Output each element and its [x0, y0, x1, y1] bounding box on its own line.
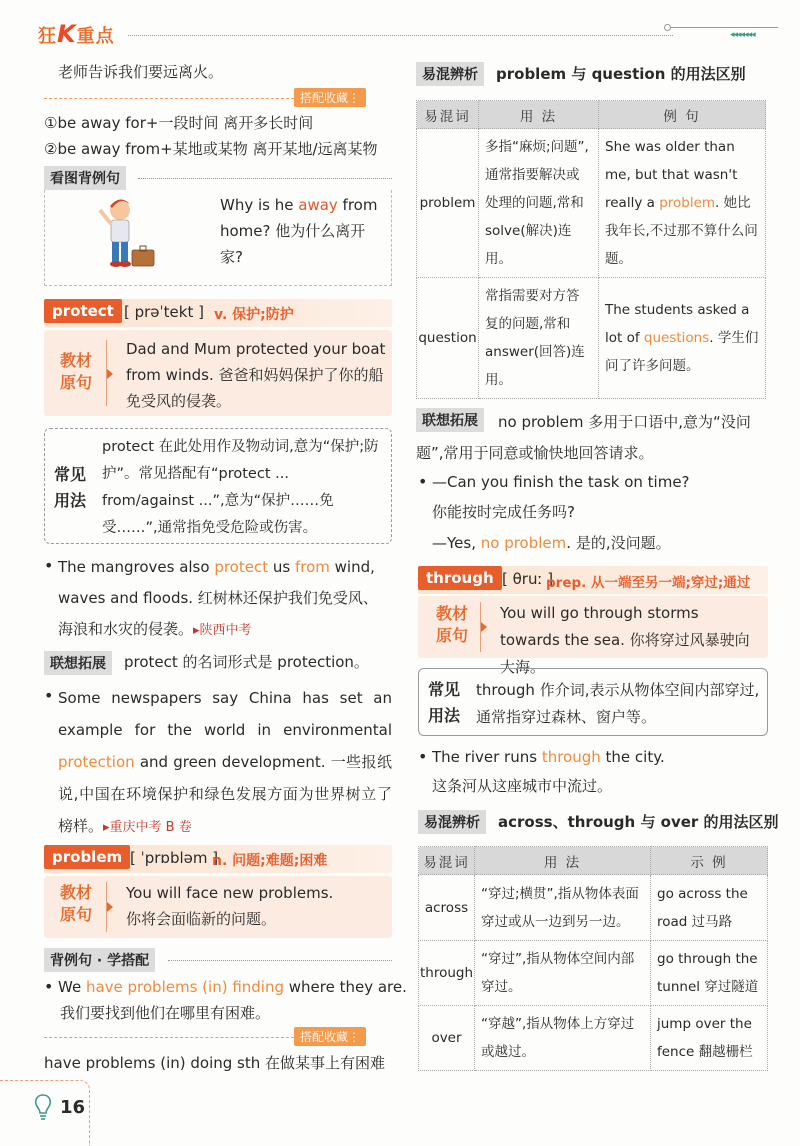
collect-tag: 搭配收藏⋮ — [294, 88, 366, 107]
problem-word: problem — [44, 845, 130, 869]
t1-word: question — [417, 278, 479, 399]
protect-pos: v. 保护;防护 — [214, 307, 294, 323]
yh1-title: problem 与 question 的用法区别 — [496, 65, 746, 83]
t2-header-example: 示 例 — [651, 847, 768, 875]
protect-lx-text: protect 的名词形式是 protection。 — [124, 653, 369, 671]
through-word: through — [418, 566, 502, 590]
pic-sentence: Why is he away from home? 他为什么离开家? — [220, 196, 378, 266]
t1-usage: 常指需要对方答复的问题,常和 answer(回答)连用。 — [479, 278, 599, 399]
problem-jiaocai-label: 教材原句 — [60, 883, 93, 924]
problem-bei-label: 背例句 · 学搭配 — [44, 948, 155, 972]
pic-label: 看图背例句 — [44, 166, 126, 190]
problem-sentence-cn: 你将会面临新的问题。 — [126, 910, 277, 928]
no-problem-ex-q-cn: 你能按时完成任务吗? — [432, 503, 575, 521]
phrase-1: ①be away for+一段时间 离开多长时间 — [44, 114, 314, 132]
phrase-2: ②be away from+某地或某物 离开某地/远离某物 — [44, 140, 378, 158]
through-sentence: You will go through storms towards the sea. 你将穿过风暴驶向大海。 — [500, 604, 750, 676]
problem-sentence-en: You will face new problems. — [126, 884, 334, 902]
t2-example: go through the tunnel 穿过隧道 — [651, 941, 768, 1006]
bullet-icon: • — [44, 556, 54, 575]
protect-word: protect — [44, 299, 122, 323]
t1-example: The students asked a lot of questions. 学生们问了许多问题。 — [599, 278, 766, 399]
problem-example: We have problems (in) finding where they are. — [58, 978, 407, 996]
header-arrows-icon: ◂◂◂◂◂◂◂ — [730, 30, 755, 40]
bullet-icon: • — [44, 686, 54, 705]
yh2-title: across、through 与 over 的用法区别 — [498, 813, 779, 831]
collect-rule — [44, 1037, 294, 1038]
t2-word: across — [419, 875, 475, 941]
lx-label: 联想拓展 — [416, 408, 484, 432]
through-phonetic: [ θruː ] — [502, 570, 554, 588]
book-logo: 狂K重点 — [38, 20, 115, 48]
bullet-icon: • — [418, 747, 428, 766]
through-example: The river runs through the city. — [432, 748, 665, 766]
t1-example: She was older than me, but that wasn't really a problem. 她比我年长,不过那不算什么问题。 — [599, 129, 766, 278]
t1-header-word: 易混词 — [417, 101, 479, 129]
problem-pos: n. 问题;难题;困难 — [212, 853, 328, 869]
through-example-cn: 这条河从这座城市中流过。 — [432, 777, 613, 795]
t2-header-usage: 用 法 — [475, 847, 651, 875]
t1-word: problem — [417, 129, 479, 278]
lx-text: no problem 多用于口语中,意为“没问题”,常用于同意或愉快地回答请求。 — [416, 413, 751, 462]
boy-with-suitcase-image — [96, 192, 158, 274]
protect-usage-text: protect 在此处用作及物动词,意为“保护;防护”。常见搭配有“protect ... from/against ...”,意为“保护……免受……”,通常指免受危险或伤害。 — [102, 439, 379, 536]
problem-bei-rule — [168, 960, 392, 961]
through-pos: prep. 从一端至另一端;穿过;通过 — [546, 575, 751, 591]
t2-usage: “穿越”,指从物体上方穿过或越过。 — [475, 1006, 651, 1071]
problem-example-cn: 我们要找到他们在哪里有困难。 — [60, 1004, 271, 1022]
no-problem-ex-a: —Yes, no problem. 是的,没问题。 — [432, 534, 671, 552]
t2-usage: “穿过”,指从物体空间内部穿过。 — [475, 941, 651, 1006]
t2-usage: “穿过;横贯”,指从物体表面穿过或从一边到另一边。 — [475, 875, 651, 941]
protect-phonetic: [ prəˈtekt ] — [124, 303, 204, 321]
t2-header-word: 易混词 — [419, 847, 475, 875]
t1-usage: 多指“麻烦;问题”,通常指要解决或处理的问题,常和 solve(解决)连用。 — [479, 129, 599, 278]
no-problem-ex-q: —Can you finish the task on time? — [432, 473, 690, 491]
intro-line: 老师告诉我们要远离火。 — [58, 63, 224, 81]
t1-header-example: 例 句 — [599, 101, 766, 129]
problem-question-table — [416, 100, 766, 399]
arrow-right-icon — [481, 622, 487, 632]
page-number: 16 — [60, 1097, 86, 1118]
collect-rule — [44, 98, 294, 99]
header-divider — [128, 35, 673, 36]
t2-word: over — [419, 1006, 475, 1071]
yh2-label: 易混辨析 — [418, 810, 486, 834]
t2-example: jump over the fence 翻越栅栏 — [651, 1006, 768, 1071]
yh1-label: 易混辨析 — [416, 62, 484, 86]
problem-phrase: have problems (in) doing sth 在做某事上有困难 — [44, 1054, 386, 1072]
t1-header-usage: 用 法 — [479, 101, 599, 129]
protect-example-1: The mangroves also protect us from wind, waves and floods. 红树林还保护我们免受风、海浪和水灾的侵袭。▸陕西中考 — [58, 558, 378, 638]
problem-phonetic: [ ˈprɒbləm ] — [130, 849, 219, 867]
t2-word: through — [419, 941, 475, 1006]
through-jiaocai-label: 教材原句 — [436, 604, 469, 645]
through-usage-text: through 作介词,表示从物体空间内部穿过,通常指穿过森林、窗户等。 — [476, 681, 760, 726]
protect-lx-label: 联想拓展 — [44, 651, 112, 675]
header-circle-icon — [664, 24, 671, 31]
across-through-over-table — [418, 846, 768, 1071]
header-divider-right — [668, 27, 778, 28]
arrow-right-icon — [107, 902, 113, 912]
protect-jiaocai-label: 教材原句 — [60, 351, 93, 392]
through-usage-label: 常见用法 — [428, 680, 461, 725]
bullet-icon: • — [418, 472, 428, 491]
protect-sentence: Dad and Mum protected your boat from winds. 爸爸和妈妈保护了你的船免受风的侵袭。 — [126, 340, 386, 410]
pic-label-rule — [138, 178, 392, 179]
bullet-icon: • — [44, 977, 54, 996]
t2-example: go across the road 过马路 — [651, 875, 768, 941]
arrow-right-icon — [107, 369, 113, 379]
protect-usage-label: 常见用法 — [54, 465, 87, 510]
lightbulb-icon — [34, 1094, 52, 1120]
collect-tag: 搭配收藏⋮ — [294, 1027, 366, 1046]
protect-example-2: Some newspapers say China has set an example for the world in environmental protection and green development. 一些报纸说,中国在环境保护和绿色发展方面为世界树立了榜样。▸重庆中考 B 卷 — [58, 689, 392, 835]
